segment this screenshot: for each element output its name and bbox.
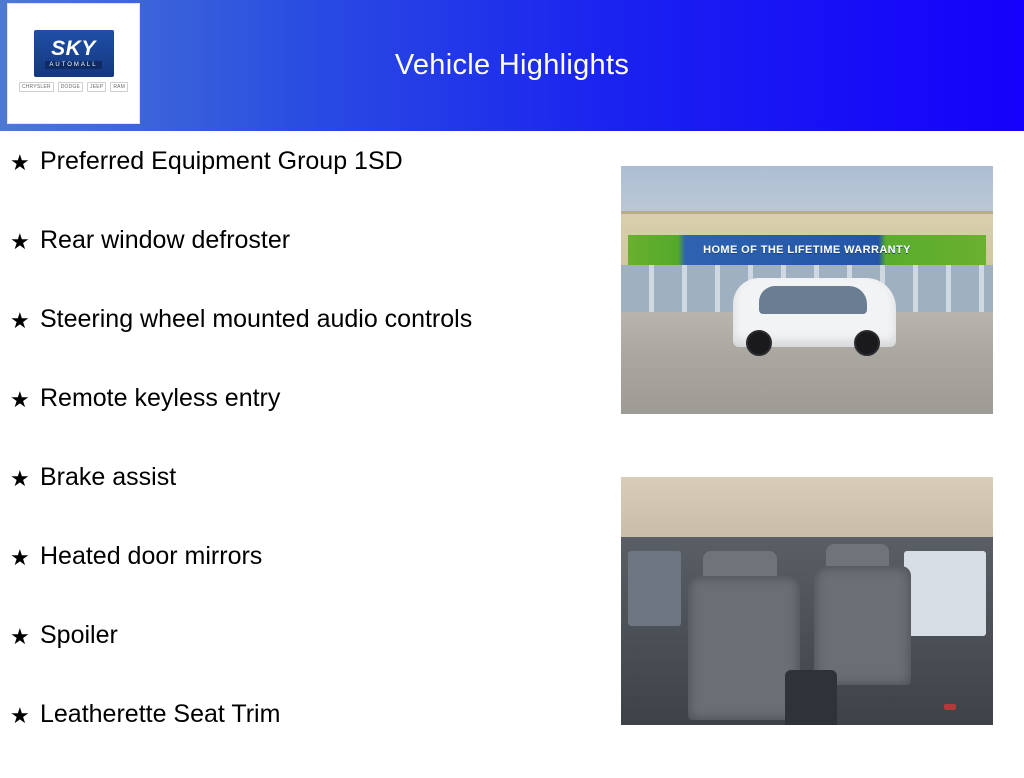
list-item-label: Steering wheel mounted audio controls: [40, 305, 473, 333]
vehicle-glass: [759, 286, 867, 314]
logo-graphic: [20, 30, 128, 98]
list-item: [10, 462, 600, 541]
side-window-right: [904, 551, 986, 635]
list-item: [10, 541, 600, 620]
list-item-label: Brake assist: [40, 463, 177, 491]
list-item: [10, 304, 600, 383]
vehicle-wheel: [854, 330, 880, 356]
page-title: Vehicle Highlights: [394, 49, 630, 81]
vehicle-body: [733, 278, 897, 347]
list-item: [10, 699, 600, 778]
logo-badge: [34, 30, 114, 77]
center-console: [785, 670, 837, 725]
banner-text: HOME OF THE LIFETIME WARRANTY: [703, 244, 911, 257]
list-item: [10, 383, 600, 462]
star-icon: ★: [10, 308, 30, 333]
front-seat: [814, 566, 911, 685]
logo-name: SKY: [51, 36, 96, 60]
front-seat: [688, 576, 800, 720]
interior-accent: [944, 704, 956, 710]
logo-brand-strip: [20, 82, 128, 92]
brand-chip: CHRYSLER: [19, 82, 54, 92]
vehicle-interior-photo: [621, 477, 993, 725]
vehicle-wheel: [746, 330, 772, 356]
list-item: [10, 225, 600, 304]
logo-subtitle: AUTOMALL: [45, 61, 101, 69]
list-item-label: Rear window defroster: [40, 226, 291, 254]
star-icon: ★: [10, 545, 30, 570]
headliner: [621, 477, 993, 541]
vehicle-exterior-photo: [621, 166, 993, 414]
side-window-left: [628, 551, 680, 625]
brand-chip: DODGE: [58, 82, 83, 92]
list-item-label: Preferred Equipment Group 1SD: [40, 147, 403, 175]
dealer-logo: [8, 4, 139, 123]
list-item-label: Leatherette Seat Trim: [40, 700, 281, 728]
dealership-banner: [628, 235, 985, 265]
brand-chip: JEEP: [87, 82, 106, 92]
list-item: [10, 146, 600, 225]
list-item-label: Remote keyless entry: [40, 384, 281, 412]
vehicle-highlights-list: [10, 146, 600, 778]
star-icon: ★: [10, 387, 30, 412]
list-item: [10, 620, 600, 699]
list-item-label: Heated door mirrors: [40, 542, 263, 570]
brand-chip: RAM: [110, 82, 128, 92]
star-icon: ★: [10, 703, 30, 728]
star-icon: ★: [10, 150, 30, 175]
slide-header: [0, 0, 1024, 131]
list-item-label: Spoiler: [40, 621, 118, 649]
star-icon: ★: [10, 229, 30, 254]
star-icon: ★: [10, 624, 30, 649]
star-icon: ★: [10, 466, 30, 491]
